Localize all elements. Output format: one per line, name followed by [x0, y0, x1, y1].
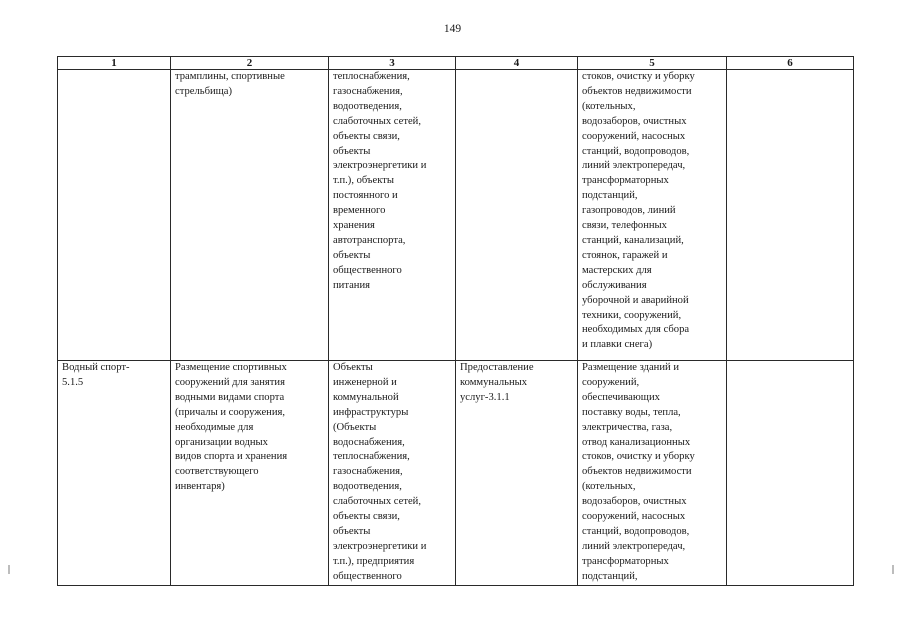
- table-cell-usage-description: [171, 70, 329, 361]
- table-cell-notes: [727, 361, 854, 586]
- cell-text: Размещение зданий и сооружений, обеспечивающих поставку воды, тепла, электричества, газа, отвод канализационных стоков, очистку и уборку объектов недвижимости (котельных, водозаборов, очистных сооружений, насосных станций, водопроводов, линий электропередач, трансформаторных подстанций,: [582, 362, 695, 582]
- cell-text: трамплины, спортивные стрельбища): [175, 71, 285, 97]
- scan-edge-mark-left: [8, 565, 10, 574]
- table-cell-auxiliary-objects: [329, 361, 456, 586]
- table-row: [58, 361, 854, 586]
- cell-text: Предоставление коммунальных услуг-3.1.1: [460, 362, 534, 403]
- table-cell-notes: [727, 70, 854, 361]
- table-cell-related-usage: [456, 70, 578, 361]
- table-cell-usage-description: [171, 361, 329, 586]
- table-cell-usage-name: [58, 70, 171, 361]
- table-cell-related-description: [578, 70, 727, 361]
- table-cell-auxiliary-objects: [329, 70, 456, 361]
- column-header-1: 1: [58, 57, 171, 70]
- table-header-row: [58, 57, 854, 70]
- column-header-4: 4: [456, 57, 578, 70]
- column-header-3: 3: [329, 57, 456, 70]
- column-header-2: 2: [171, 57, 329, 70]
- cell-text: стоков, очистку и уборку объектов недвижимости (котельных, водозаборов, очистных сооружений, насосных станций, водопроводов, линий электропередач, трансформаторных подстанций, газопроводов, линий связи, телефонных станций, канализаций, стоянок, гаражей и мастерских для обслуживания уборочной и аварийной техники, сооружений, необходимых для сбора и плавки снега): [582, 71, 695, 351]
- table-cell-related-usage: [456, 361, 578, 586]
- column-header-5: 5: [578, 57, 727, 70]
- column-header-6: 6: [727, 57, 854, 70]
- cell-text: Объекты инженерной и коммунальной инфраструктуры (Объекты водоснабжения, теплоснабжения, газоснабжения, водоотведения, слаботочных сетей, объекты связи, объекты электроэнергетики и т.п.), предприятия общественного: [333, 362, 427, 582]
- land-use-table: [57, 56, 854, 586]
- page-number: 149: [443, 23, 462, 35]
- cell-text: теплоснабжения, газоснабжения, водоотведения, слаботочных сетей, объекты связи, объекты электроэнергетики и т.п.), объекты постоянного и временного хранения автотранспорта, объекты общественного питания: [333, 71, 427, 291]
- cell-text: Размещение спортивных сооружений для занятия водными видами спорта (причалы и сооружения, необходимые для организации водных видов спорта и хранения соответствующего инвентаря): [175, 362, 288, 493]
- cell-text: Водный спорт- 5.1.5: [62, 362, 130, 388]
- scan-edge-mark-right: [892, 565, 894, 574]
- table-cell-usage-name: [58, 361, 171, 586]
- table-cell-related-description: [578, 361, 727, 586]
- table-row: [58, 70, 854, 361]
